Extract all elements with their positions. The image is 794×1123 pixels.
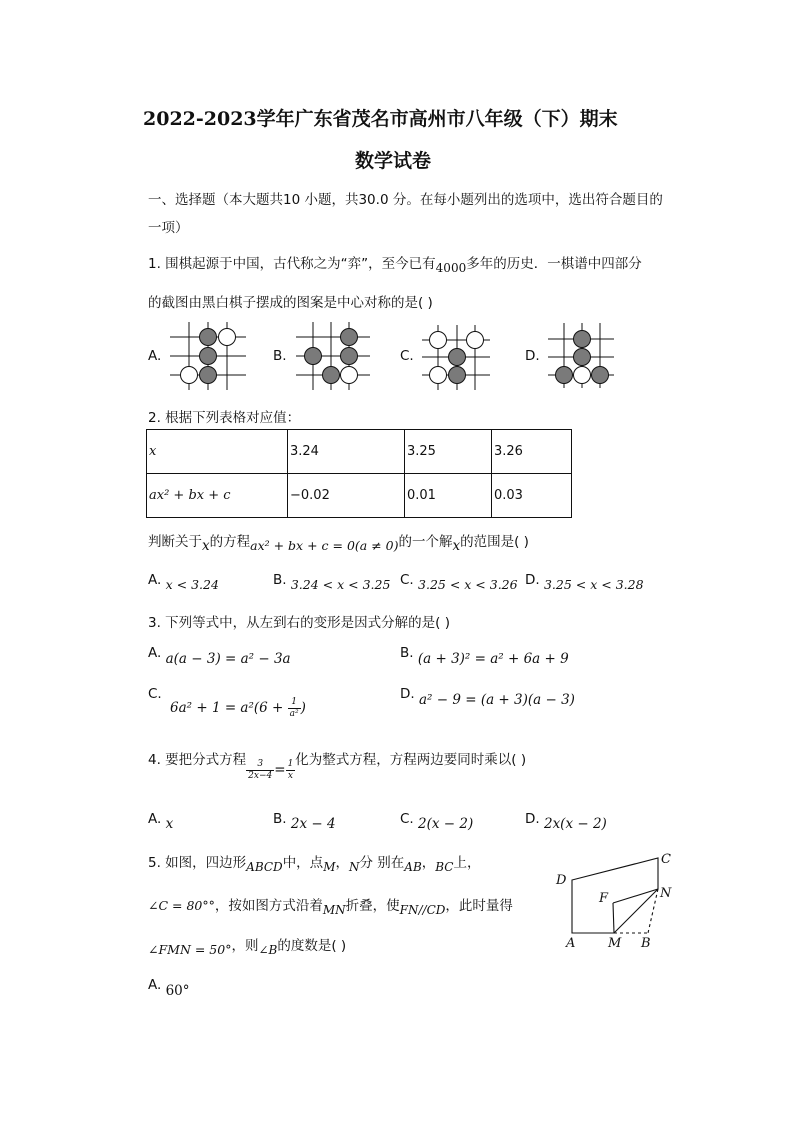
q4-text-a: 4. 要把分式方程: [148, 752, 247, 768]
label-d: D: [556, 873, 567, 888]
question-1-line2: 的截图由黑白棋子摆成的图案是中心对称的是( ): [148, 295, 433, 311]
option-label: B.: [400, 645, 414, 661]
option-value: 2(x − 2): [418, 816, 474, 832]
label-a: A: [566, 936, 576, 951]
q1-number: 4000: [435, 261, 467, 275]
section-heading-line2: 一项）: [148, 220, 189, 236]
q5-text: 折叠，使: [345, 898, 400, 914]
option-label: D.: [525, 811, 540, 827]
q2-judge-b: 的方程: [209, 534, 251, 550]
q1-text-a: 1. 围棋起源于中国，古代称之为“弈”，至今已有: [148, 256, 436, 272]
q4-equals: =: [274, 762, 286, 778]
q5-text: 中，点: [282, 855, 324, 871]
q5-angle-fmn: ∠FMN = 50°: [148, 942, 232, 957]
label-f: F: [599, 891, 609, 906]
table-cell: x: [147, 430, 288, 474]
option-value: x: [165, 816, 174, 832]
label-b: B: [641, 936, 651, 951]
question-3-text: 3. 下列等式中，从左到右的变形是因式分解的是( ): [148, 615, 450, 631]
option-label: C.: [400, 572, 414, 588]
q2-judge-a: 判断关于: [148, 534, 202, 550]
question-2-text: 2. 根据下列表格对应值：: [148, 410, 301, 426]
option-value: 2x(x − 2): [543, 816, 607, 832]
q5-text: 分 别在: [359, 855, 405, 871]
q5-abcd: ABCD: [246, 860, 283, 874]
figure-edge: [572, 858, 658, 933]
option-label: A.: [148, 977, 162, 993]
fraction-numerator: 1: [287, 758, 294, 769]
q2-judge-d: 的范围是( ): [460, 534, 529, 550]
q5-angle-b: ∠B: [258, 943, 278, 957]
q1-option-b-label[interactable]: B.: [273, 348, 287, 364]
table-cell: −0.02: [288, 474, 405, 518]
option-value: x < 3.24: [165, 577, 219, 592]
option-value: a² − 9 = (a + 3)(a − 3): [418, 692, 575, 708]
option-value-a: 6a² + 1 = a²(6 +: [170, 700, 288, 716]
q5-text: ，按如图方式沿着: [214, 898, 323, 914]
option-value: 60°: [165, 983, 190, 999]
q5-text: 上，: [453, 855, 481, 871]
option-label: D.: [525, 572, 540, 588]
fraction-denominator: x: [287, 770, 293, 781]
fraction-denominator: a²: [289, 709, 299, 719]
q5-n: N: [348, 860, 360, 874]
option-value: 2x − 4: [290, 816, 336, 832]
option-value: a(a − 3) = a² − 3a: [165, 651, 291, 667]
q1-option-d-label[interactable]: D.: [525, 348, 540, 364]
segment-fm: [613, 903, 614, 933]
fraction-denominator: 2x−4: [248, 770, 273, 781]
table-cell: 3.25: [405, 430, 492, 474]
q5-text: ，: [421, 855, 436, 871]
option-value: 3.25 < x < 3.28: [543, 577, 644, 592]
option-label: A.: [148, 572, 162, 588]
page-title-line2: 数学试卷: [355, 150, 432, 172]
option-value: 3.24 < x < 3.25: [290, 577, 391, 592]
label-m: M: [608, 936, 622, 951]
table-cell: 0.03: [492, 474, 572, 518]
q5-angle-c: ∠C = 80°°: [148, 898, 215, 913]
option-label: C.: [400, 811, 414, 827]
q5-text: 5. 如图，四边形: [148, 855, 247, 871]
q5-m: M: [323, 860, 336, 874]
q5-text: 的度数是( ): [277, 938, 347, 954]
q1-option-a-label[interactable]: A.: [148, 348, 162, 364]
q1-option-c-label[interactable]: C.: [400, 348, 414, 364]
table-cell: 0.01: [405, 474, 492, 518]
option-label: A.: [148, 645, 162, 661]
label-c: C: [661, 852, 671, 867]
table-cell: 3.24: [288, 430, 405, 474]
section-heading-line1: 一、选择题（本大题共10 小题，共30.0 分。在每小题列出的选项中，选出符合题目的: [148, 192, 663, 208]
q2-judge-equation: ax² + bx + c = 0(a ≠ 0): [250, 538, 399, 553]
q1-text-b: 多年的历史．一棋谱中四部分: [466, 256, 642, 272]
q5-mn: MN: [322, 903, 346, 917]
label-n: N: [660, 886, 672, 901]
q2-judge-x1: x: [202, 538, 210, 554]
q5-ab: AB: [404, 860, 422, 874]
q5-bc: BC: [435, 860, 454, 874]
option-label: A.: [148, 811, 162, 827]
q5-option-a[interactable]: [148, 977, 190, 999]
q5-text: ，则: [231, 938, 259, 954]
option-value: 3.25 < x < 3.26: [418, 577, 518, 592]
fraction-numerator: 1: [288, 697, 301, 709]
q2-judge-x2: x: [452, 538, 461, 554]
option-label: B.: [273, 572, 287, 588]
table-cell: 3.26: [492, 430, 572, 474]
fraction-numerator: 3: [246, 759, 274, 771]
option-label: D.: [400, 686, 415, 702]
page-title-line1: 2022-2023学年广东省茂名市高州市八年级（下）期末: [143, 108, 618, 130]
option-value: (a + 3)² = a² + 6a + 9: [417, 651, 569, 667]
dashed-nb: [648, 889, 658, 933]
q4-text-b: 化为整式方程，方程两边要同时乘以( ): [295, 752, 527, 768]
q5-fn-cd: FN//CD: [399, 903, 446, 917]
q2-judge-c: 的一个解: [398, 534, 453, 550]
q5-text: ，此时量得: [445, 898, 513, 914]
option-label: C.: [148, 686, 162, 702]
option-value-b: ): [300, 700, 306, 716]
q5-text: ，: [335, 855, 349, 871]
table-cell: ax² + bx + c: [147, 474, 288, 518]
option-label: B.: [273, 811, 287, 827]
